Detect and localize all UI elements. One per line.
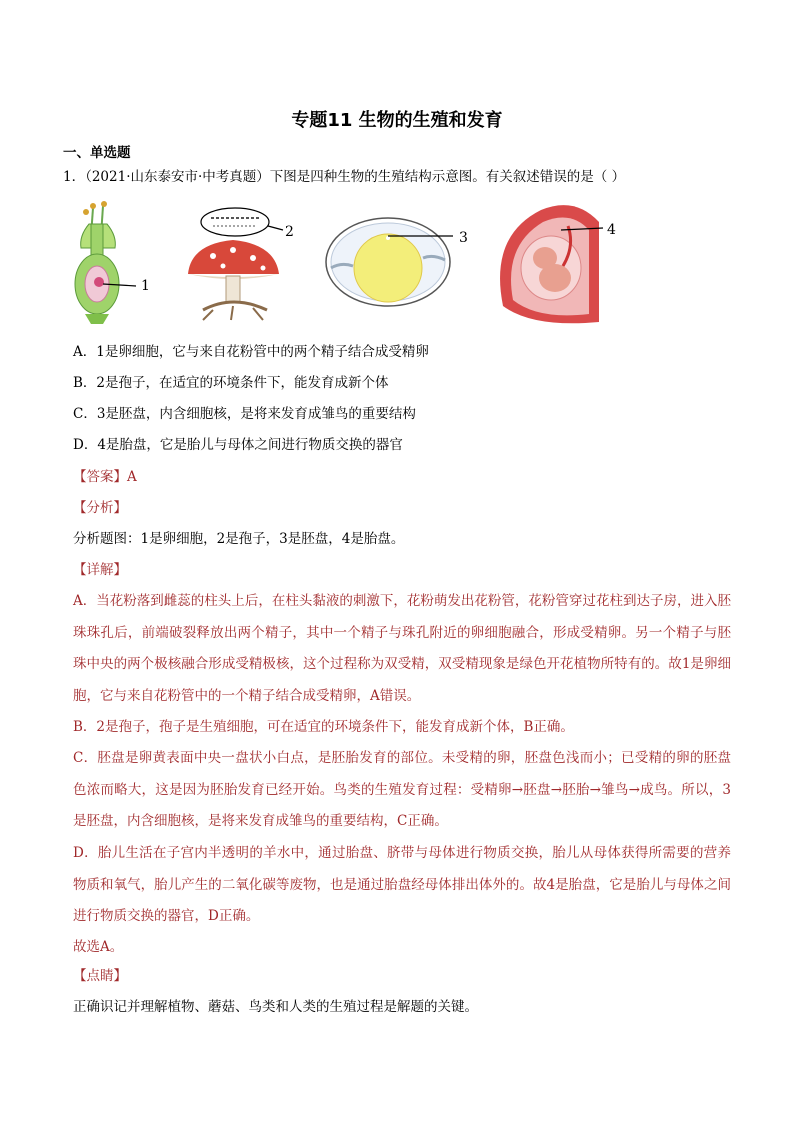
page-title: 专题11 生物的生殖和发育 — [291, 110, 503, 131]
bird-egg-figure — [326, 218, 453, 306]
fetus-uterus-figure — [500, 205, 603, 323]
detail-c: C．胚盘是卵黄表面中央一盘状小白点，是胚胎发育的部位。未受精的卵，胚盘色浅而小；已受精的卵的胚盘色浓而略大，这是因为胚胎发育已经开始。鸟类的生殖发育过程：受精卵→胚盘→胚胎→雏鸟→成鸟。所以，3是胚盘，内含细胞核，是将来发育成雏鸟的重要结构，C正确。 — [73, 750, 731, 829]
option-c: C．3是胚盘，内含细胞核，是将来发育成雏鸟的重要结构 — [73, 406, 416, 422]
figure-label-4: 4 — [607, 222, 616, 238]
figure-label-2: 2 — [285, 224, 294, 240]
mushroom-figure — [188, 208, 283, 320]
question-stem: 1．（2021·山东泰安市·中考真题）下图是四种生物的生殖结构示意图。有关叙述错误的是（ ） — [63, 169, 626, 185]
detail-conclusion: 故选A。 — [73, 939, 124, 955]
comment-label: 【点睛】 — [73, 968, 127, 984]
option-d: D．4是胎盘，它是胎儿与母体之间进行物质交换的器官 — [73, 437, 403, 453]
detail-a: A．当花粉落到雌蕊的柱头上后，在柱头黏液的刺激下，花粉萌发出花粉管，花粉管穿过花柱到达子房，进入胚珠珠孔后，前端破裂释放出两个精子，其中一个精子与珠孔附近的卵细胞融合，形成受精卵。另一个精子与胚珠中央的两个极核融合形成受精极核，这个过程称为双受精，双受精现象是绿色开花植物所特有的。故1是卵细胞，它与来自花粉管中的一个精子结合成受精卵，A错误。 — [73, 593, 731, 704]
detail-label: 【详解】 — [73, 562, 127, 578]
flower-pistil-figure — [75, 201, 136, 324]
section-heading: 一、单选题 — [63, 145, 131, 161]
detail-b: B．2是孢子，孢子是生殖细胞，可在适宜的环境条件下，能发育成新个体，B正确。 — [73, 719, 574, 735]
figure-label-1: 1 — [141, 278, 150, 294]
answer-value: A — [127, 469, 137, 485]
comment-text: 正确识记并理解植物、蘑菇、鸟类和人类的生殖过程是解题的关键。 — [73, 999, 478, 1015]
answer-line — [73, 468, 137, 486]
analysis-text: 分析题图：1是卵细胞，2是孢子，3是胚盘，4是胎盘。 — [73, 531, 405, 547]
option-a: A．1是卵细胞，它与来自花粉管中的两个精子结合成受精卵 — [73, 344, 429, 360]
figure-label-3: 3 — [459, 230, 468, 246]
option-b: B．2是孢子，在适宜的环境条件下，能发育成新个体 — [73, 375, 389, 391]
reproduction-figures — [63, 196, 663, 328]
analysis-label: 【分析】 — [73, 500, 127, 516]
answer-label: 【答案】 — [73, 469, 127, 485]
detail-d: D．胎儿生活在子宫内半透明的羊水中，通过胎盘、脐带与母体进行物质交换，胎儿从母体获得所需要的营养物质和氧气，胎儿产生的二氧化碳等废物，也是通过胎盘经母体排出体外的。故4是胎盘，它是胎儿与母体之间进行物质交换的器官，D正确。 — [73, 845, 731, 924]
